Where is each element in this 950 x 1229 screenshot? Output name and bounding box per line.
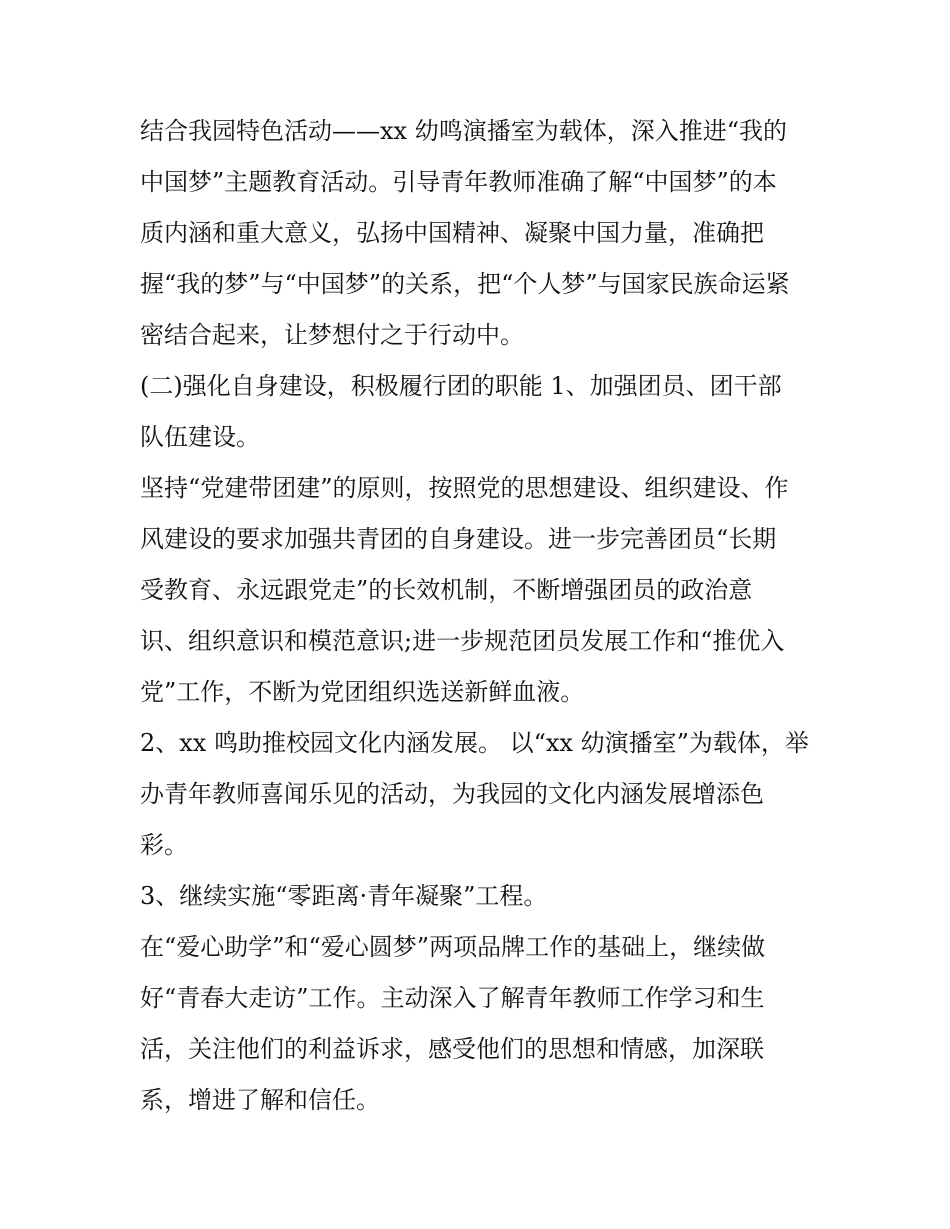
text-line: 风建设的要求加强共青团的自身建设。进一步完善团员“长期 xyxy=(140,525,777,553)
text-line: 办青年教师喜闻乐见的活动，为我园的文化内涵发展增添色 xyxy=(140,780,764,808)
text-line: 系，增进了解和信任。 xyxy=(140,1086,380,1114)
text-line: 握“我的梦”与“中国梦”的关系，把“个人梦”与国家民族命运紧 xyxy=(140,270,790,298)
text-line: 活，关注他们的利益诉求，感受他们的思想和情感，加深联 xyxy=(140,1035,764,1063)
section-heading-line: 队伍建设。 xyxy=(140,423,260,451)
numbered-item-line: 2、xx 鸣助推校园文化内涵发展。 以“xx 幼演播室”为载体，举 xyxy=(140,729,809,757)
text-line: 中国梦”主题教育活动。引导青年教师准确了解“中国梦”的本 xyxy=(140,168,777,196)
text-line: 质内涵和重大意义，弘扬中国精神、凝聚中国力量，准确把 xyxy=(140,219,764,247)
text-line: 密结合起来，让梦想付之于行动中。 xyxy=(140,321,524,349)
text-line: 彩。 xyxy=(140,831,188,859)
text-line: 好“青春大走访”工作。主动深入了解青年教师工作学习和生 xyxy=(140,984,765,1012)
text-line: 识、组织意识和模范意识;进一步规范团员发展工作和“推优入 xyxy=(140,627,785,655)
text-line: 在“爱心助学”和“爱心圆梦”两项品牌工作的基础上，继续做 xyxy=(140,933,766,961)
text-line: 党”工作，不断为党团组织选送新鲜血液。 xyxy=(140,678,585,706)
numbered-item-line: 3、继续实施“零距离·青年凝聚”工程。 xyxy=(140,882,548,910)
text-line: 受教育、永远跟党走”的长效机制，不断增强团员的政治意 xyxy=(140,576,753,604)
document-body xyxy=(140,106,820,1126)
text-line: 坚持“党建带团建”的原则，按照党的思想建设、组织建设、作 xyxy=(140,474,789,502)
section-heading-line: (二)强化自身建设，积极履行团的职能 1、加强团员、团干部 xyxy=(140,372,782,400)
text-line: 结合我园特色活动——xx 幼鸣演播室为载体，深入推进“我的 xyxy=(140,117,787,145)
